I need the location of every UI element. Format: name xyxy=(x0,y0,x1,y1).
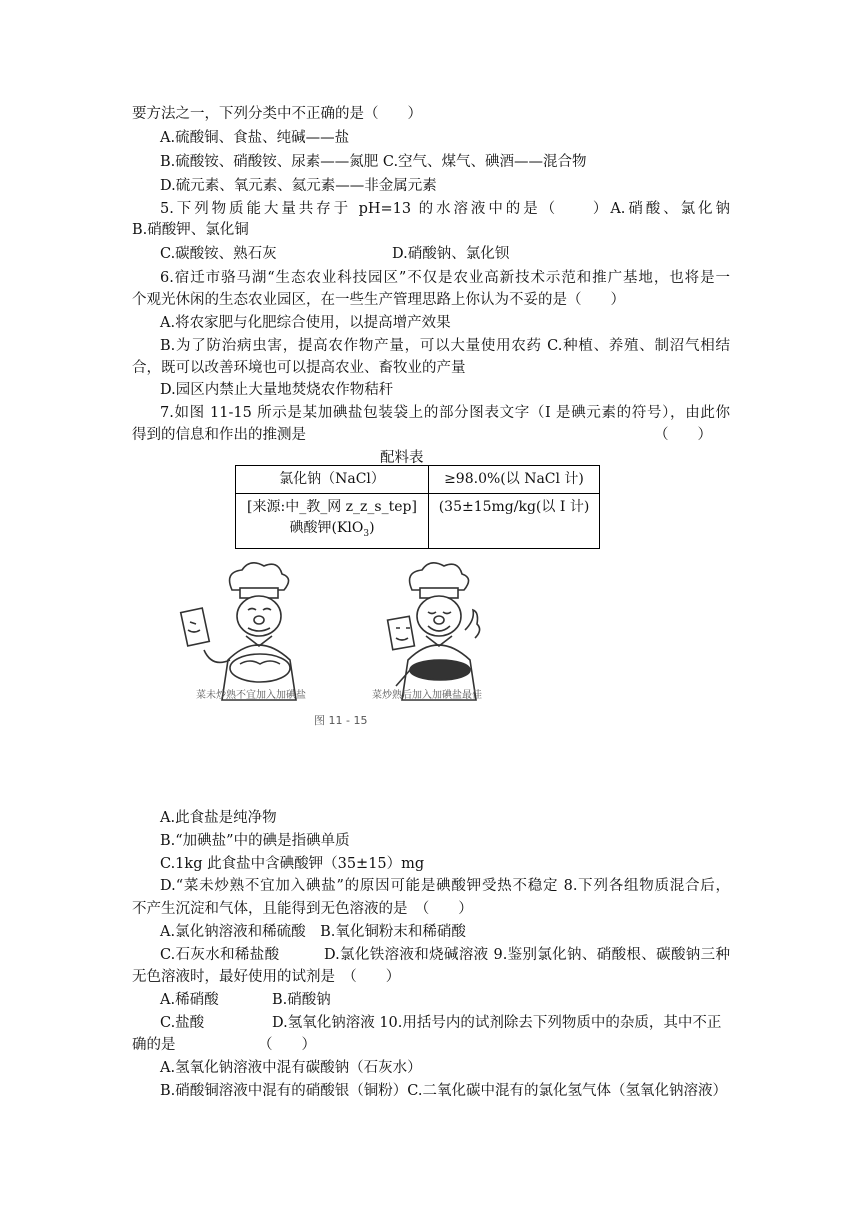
q7-stem: 7.如图 11-15 所示是某加碘盐包装袋上的部分图表文字（I 是碘元素的符号），由此你 xyxy=(160,405,730,421)
chef-left-drawing xyxy=(181,563,296,700)
q10-option-a: A.氢氧化钠溶液中混有碳酸钠（石灰水） xyxy=(160,1060,422,1076)
table-cell: 氯化钠（NaCl） xyxy=(236,466,429,494)
ingredient-table xyxy=(235,465,600,549)
q8-options-ab: A.氯化钠溶液和稀硫酸 B.氧化铜粉末和稀硝酸 xyxy=(160,924,466,940)
q6-option-a: A.将农家肥与化肥综合使用，以提高增产效果 xyxy=(160,315,451,331)
q9-option-c: C.盐酸 xyxy=(160,1015,205,1031)
table-caption: 配料表 xyxy=(380,450,424,466)
q7-option-a: A.此食盐是纯净物 xyxy=(160,810,277,826)
q5-stem: 5.下列物质能大量共存于 pH=13 的水溶液中的是（ ）A.硝酸、氯化钠 xyxy=(160,201,730,217)
chef-drawings xyxy=(160,560,520,735)
q8-stem: 不产生沉淀和气体，且能得到无色溶液的是 （ ） xyxy=(132,901,473,917)
q9-option-b: B.硝酸钠 xyxy=(272,992,331,1008)
formula-text-end: ) xyxy=(369,520,375,536)
formula-text: 碘酸钾(KlO xyxy=(289,520,364,536)
figure-number: 图 11 - 15 xyxy=(314,714,368,727)
table-cell-line: [来源:中_教_网 z_z_s_tep] xyxy=(247,499,417,515)
figure-label-right: 菜炒熟后加入加碘盐最佳 xyxy=(372,690,482,701)
table-cell: (35±15mg/kg(以 I 计) xyxy=(429,494,600,549)
q6-option-c-2: 合，既可以改善环境也可以提高农业、畜牧业的产量 xyxy=(132,360,466,376)
q6-option-d: D.园区内禁止大量地焚烧农作物秸秆 xyxy=(160,382,394,398)
q7-option-b: B.“加碘盐”中的碘是指碘单质 xyxy=(160,833,350,849)
q5-option-d: D.硝酸钠、氯化钡 xyxy=(392,246,510,262)
q10-answer-blank: （ ） xyxy=(258,1037,316,1053)
q8-options-cd: C.石灰水和稀盐酸 D.氯化铁溶液和烧碱溶液 9.鉴别氯化钠、硝酸根、碳酸钠三种 xyxy=(160,947,730,963)
q10-stem: 确的是 xyxy=(132,1037,176,1053)
q4-option-d: D.硫元素、氧元素、氦元素——非金属元素 xyxy=(160,178,437,194)
q9-option-d: D.氢氧化钠溶液 10.用括号内的试剂除去下列物质中的杂质，其中不正 xyxy=(272,1015,722,1031)
table-cell-line xyxy=(244,518,420,545)
q4-stem-continued: 要方法之一，下列分类中不正确的是（ ） xyxy=(132,106,422,122)
figure-label-left: 菜未炒熟不宜加入加碘盐 xyxy=(196,690,306,701)
table-row xyxy=(236,466,600,494)
q10-option-bc: B.硝酸铜溶液中混有的硝酸银（铜粉）C.二氧化碳中混有的氯化氢气体（氢氧化钠溶液） xyxy=(160,1083,727,1099)
q6-option-bc: B.为了防治病虫害，提高农作物产量，可以大量使用农药 C.种植、养殖、制沼气相结 xyxy=(160,338,730,354)
table-cell: ≥98.0%(以 NaCl 计) xyxy=(429,466,600,494)
q9-option-a: A.稀硝酸 xyxy=(160,992,219,1008)
chef-right-drawing xyxy=(388,563,480,700)
chef-illustration xyxy=(160,560,520,735)
q7-stem-2: 得到的信息和作出的推测是 xyxy=(132,427,306,443)
q9-stem: 无色溶液时，最好使用的试剂是 （ ） xyxy=(132,969,401,985)
q4-option-bc: B.硫酸铵、硝酸铵、尿素——氮肥 C.空气、煤气、碘酒——混合物 xyxy=(160,154,587,170)
q6-stem: 6.宿迁市骆马湖“生态农业科技园区”不仅是农业高新技术示范和推广基地，也将是一 xyxy=(160,270,730,286)
q7-option-d: D.“菜未炒熟不宜加入碘盐”的原因可能是碘酸钾受热不稳定 8.下列各组物质混合后， xyxy=(160,878,730,894)
q7-answer-blank: （ ） xyxy=(654,427,712,443)
q7-option-c: C.1kg 此食盐中含碘酸钾（35±15）mg xyxy=(160,856,425,872)
q5-option-b: B.硝酸钾、氯化铜 xyxy=(132,222,249,238)
q6-stem-2: 个观光休闲的生态农业园区，在一些生产管理思路上你认为不妥的是（ ） xyxy=(132,292,625,308)
q5-option-c: C.碳酸铵、熟石灰 xyxy=(160,246,277,262)
formula-subscript: 3 xyxy=(363,528,370,539)
q4-option-a: A.硫酸铜、食盐、纯碱——盐 xyxy=(160,130,350,146)
table-cell xyxy=(236,494,429,549)
table-row xyxy=(236,494,600,549)
